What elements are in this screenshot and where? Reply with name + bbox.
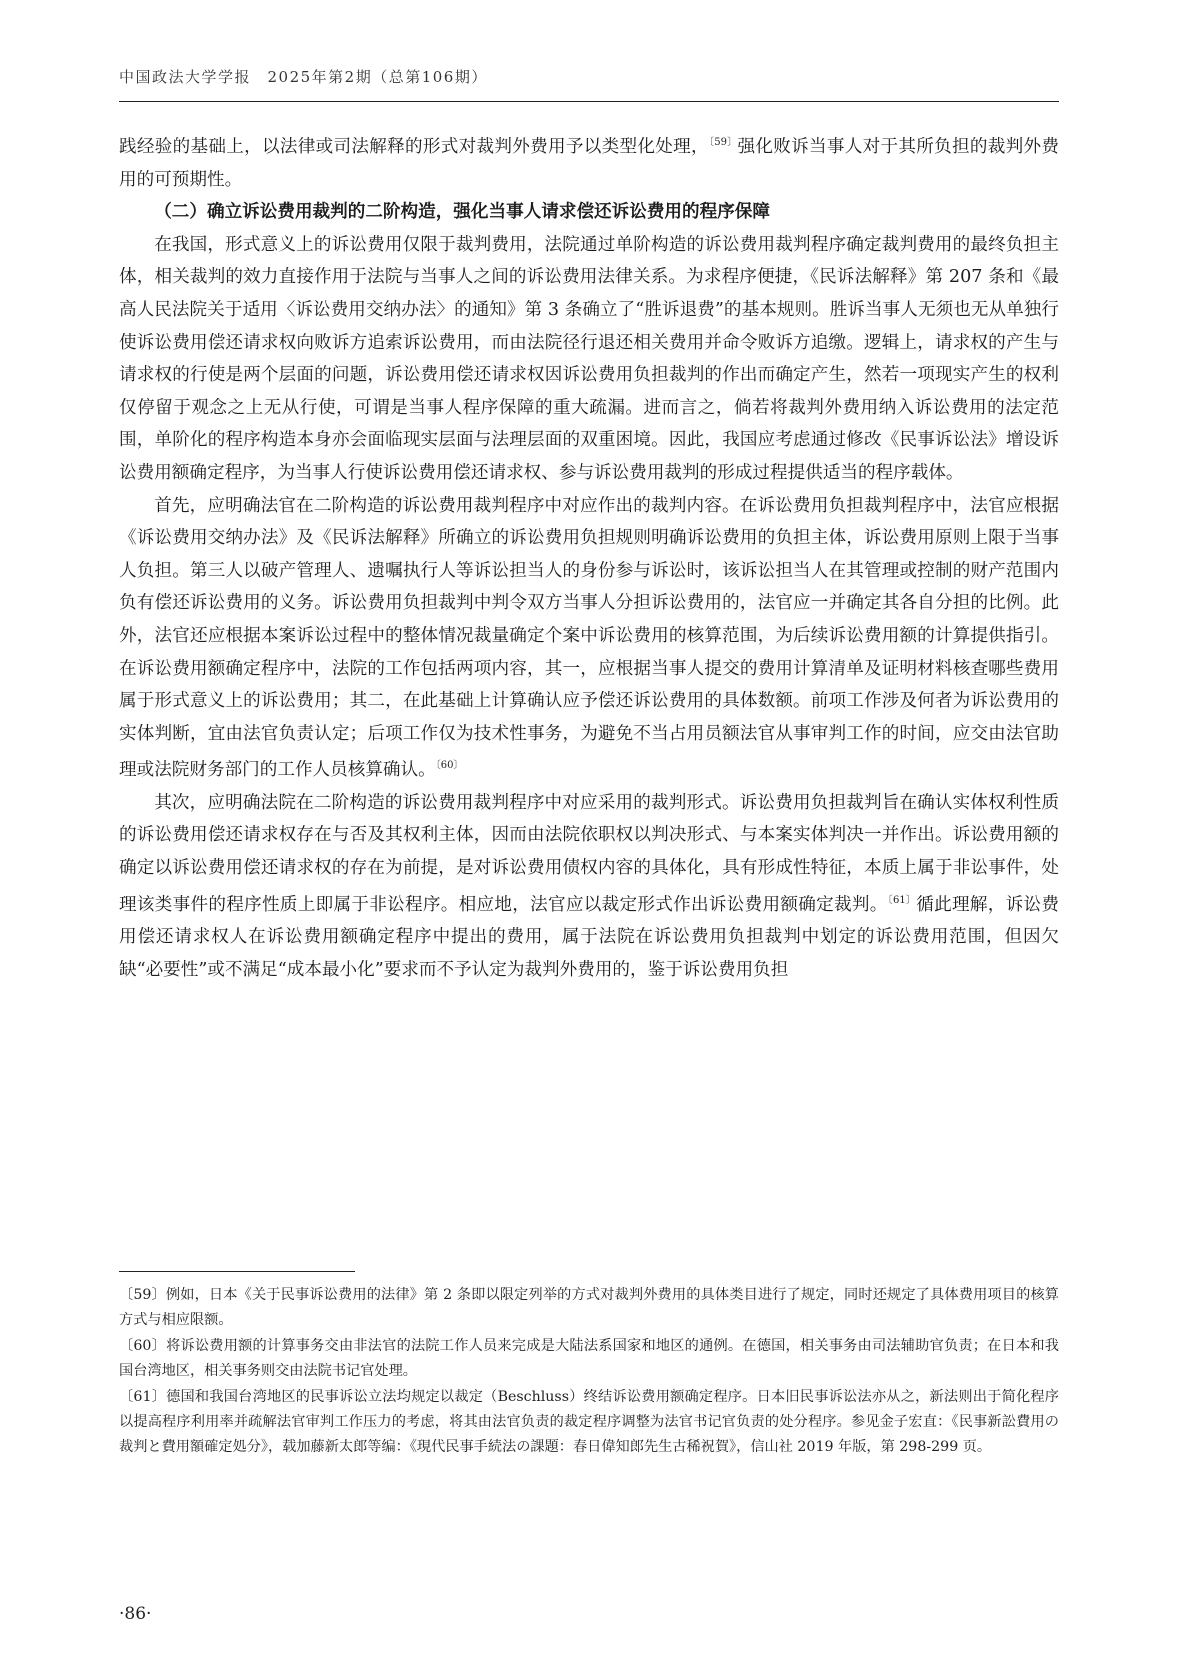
paragraph-continued — [119, 127, 1059, 196]
paragraph-text: 其次，应明确法院在二阶构造的诉讼费用裁判程序中对应采用的裁判形式。诉讼费用负担裁判旨在确认实体权利性质的诉讼费用偿还请求权存在与否及其权利主体，因而由法院依职权以判决形式、与本案实体判决一并作出。诉讼费用额的确定以诉讼费用偿还请求权的存在为前提，是对诉讼费用债权内容的具体化，具有形成性特征，本质上属于非讼事件，处理该类事件的程序性质上即属于非讼程序。相应地，法官应以裁定形式作出诉讼费用额确定裁判。 — [119, 792, 1059, 915]
paragraph-text: 首先，应明确法官在二阶构造的诉讼费用裁判程序中对应作出的裁判内容。在诉讼费用负担裁判程序中，法官应根据《诉讼费用交纳办法》及《民诉法解释》所确立的诉讼费用负担规则明确诉讼费用的负担主体，诉讼费用原则上限于当事人负担。第三人以破产管理人、遗嘱执行人等诉讼担当人的身份参与诉讼时，该诉讼担当人在其管理或控制的财产范围内负有偿还诉讼费用的义务。诉讼费用负担裁判中判令双方当事人分担诉讼费用的，法官应一并确定其各自分担的比例。此外，法官还应根据本案诉讼过程中的整体情况裁量确定个案中诉讼费用的核算范围，为后续诉讼费用额的计算提供指引。在诉讼费用额确定程序中，法院的工作包括两项内容，其一，应根据当事人提交的费用计算清单及证明材料核查哪些费用属于形式意义上的诉讼费用；其二，在此基础上计算确认应予偿还诉讼费用的具体数额。前项工作涉及何者为诉讼费用的实体判断，宜由法官负责认定；后项工作仅为技术性事务，为避免不当占用员额法官从事审判工作的时间，应交由法官助理或法院财务部门的工作人员核算确认。 — [119, 495, 1059, 781]
paragraph-text: 践经验的基础上，以法律或司法解释的形式对裁判外费用予以类型化处理， — [119, 137, 709, 157]
page-number: ·86· — [119, 1604, 152, 1624]
running-head: 中国政法大学学报 2025年第2期（总第106期） — [119, 68, 488, 86]
paragraph-text: 循此理解，诉讼费用偿还请求权人在诉讼费用额确定程序中提出的费用，属于法院在诉讼费用负担裁判中划定的诉讼费用范围，但因欠缺“必要性”或不满足“成本最小化”要求而不予认定为裁判外费用的，鉴于诉讼费用负担 — [119, 894, 1059, 980]
footnote-ref-59[interactable]: 〔59〕 — [708, 137, 738, 148]
paragraph: 在我国，形式意义上的诉讼费用仅限于裁判费用，法院通过单阶构造的诉讼费用裁判程序确定裁判费用的最终负担主体，相关裁判的效力直接作用于法院与当事人之间的诉讼费用法律关系。为求程序便捷，《民诉法解释》第 207 条和《最高人民法院关于适用〈诉讼费用交纳办法〉的通知》第 3 条确立了“胜诉退费”的基本规则。胜诉当事人无须也无从单独行使诉讼费用偿还请求权向败诉方追索诉讼费用，而由法院径行退还相关费用并命令败诉方追缴。逻辑上，请求权的产生与请求权的行使是两个层面的问题，诉讼费用偿还请求权因诉讼费用负担裁判的作出而确定产生，然若一项现实产生的权利仅停留于观念之上无从行使，可谓是当事人程序保障的重大疏漏。进而言之，倘若将裁判外费用纳入诉讼费用的法定范围，单阶化的程序构造本身亦会面临现实层面与法理层面的双重困境。因此，我国应考虑通过修改《民事诉讼法》增设诉讼费用额确定程序，为当事人行使诉讼费用偿还请求权、参与诉讼费用裁判的形成过程提供适当的程序载体。 — [119, 234, 1059, 483]
footnote-rule — [119, 1271, 355, 1272]
header-rule — [119, 101, 1059, 102]
footnote-60: 〔60〕将诉讼费用额的计算事务交由非法官的法院工作人员来完成是大陆法系国家和地区的通例。在德国，相关事务由司法辅助官负责；在日本和我国台湾地区，相关事务则交由法院书记官处理。 — [119, 1337, 1059, 1380]
footnote-ref-60[interactable]: 〔60〕 — [435, 760, 464, 772]
footnote-ref-61[interactable]: 〔61〕 — [887, 894, 917, 906]
footnote-61: 〔61〕德国和我国台湾地区的民事诉讼立法均规定以裁定（Beschluss）终结诉讼费用额确定程序。日本旧民事诉讼法亦从之，新法则出于简化程序以提高程序利用率并疏解法官审判工作压力的考虑，将其由法官负责的裁定程序调整为法官书记官负责的处分程序。参见金子宏直：《民事新訟費用の裁判と費用額確定処分》，载加藤新太郎等编：《現代民事手続法の課題：春日偉知郎先生古稀祝賀》，信山社 2019 年版，第 298-299 页。 — [119, 1388, 1059, 1456]
paragraph — [119, 787, 1059, 987]
section-heading: （二）确立诉讼费用裁判的二阶构造，强化当事人请求偿还诉讼费用的程序保障 — [154, 201, 770, 223]
main-body — [119, 127, 1059, 986]
paragraph — [119, 490, 1059, 787]
footnote-59: 〔59〕例如，日本《关于民事诉讼费用的法律》第 2 条即以限定列举的方式对裁判外费用的具体类目进行了规定，同时还规定了具体费用项目的核算方式与相应限额。 — [119, 1287, 1059, 1329]
footnotes — [119, 1283, 1059, 1461]
paragraph-text: 强化败诉当事人对于其所负担的裁判外费用的可预期性。 — [119, 137, 1059, 190]
